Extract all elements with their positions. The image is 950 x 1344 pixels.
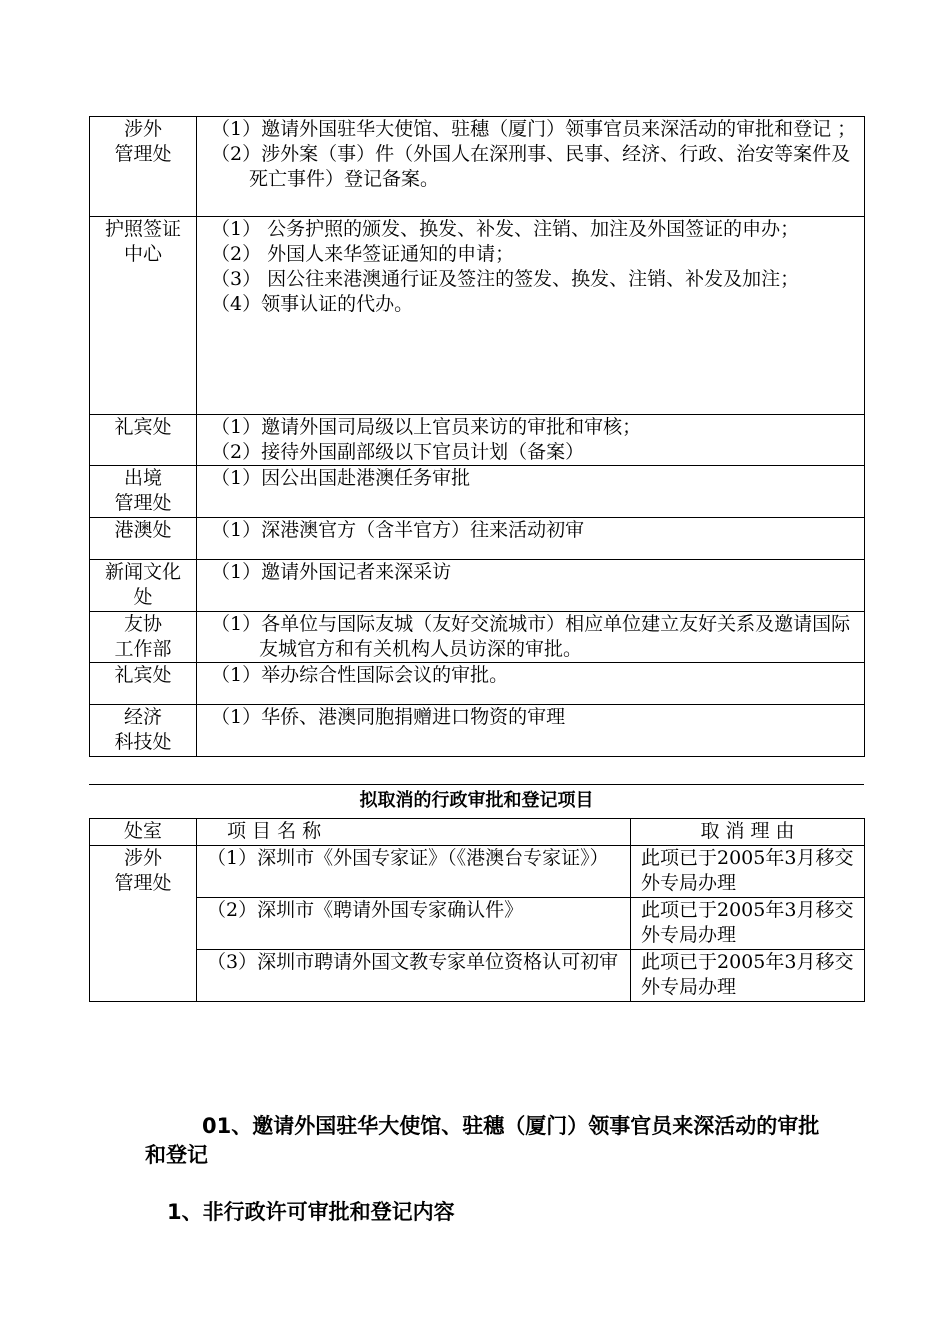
dept-cell: 新闻文化 处 [90, 560, 197, 612]
list-item: （1）各单位与国际友城（友好交流城市）相应单位建立友好关系及邀请国际友城官方和有关机构人员访深的审批。 [211, 613, 851, 660]
table-row [90, 663, 865, 705]
table-row [90, 560, 865, 612]
list-item: （1）举办综合性国际会议的审批。 [211, 664, 509, 686]
list-item: （1）深港澳官方（含半官方）往来活动初审 [211, 519, 585, 541]
table-row [90, 612, 865, 663]
table-row [90, 217, 865, 415]
table-row [90, 415, 865, 466]
dept-cell: 涉外 管理处 [90, 117, 197, 217]
items-cell [197, 415, 865, 466]
table-row [90, 846, 865, 898]
items-cell [197, 663, 865, 705]
dept-cell: 出境 管理处 [90, 466, 197, 518]
items-cell [197, 466, 865, 518]
list-item: （1） 公务护照的颁发、换发、补发、注销、加注及外国签证的申办； [211, 218, 800, 240]
list-item: （1）华侨、港澳同胞捐赠进口物资的审理 [211, 706, 566, 728]
reason-cell: 此项已于2005年3月移交外专局办理 [631, 846, 865, 898]
items-cell [197, 518, 865, 560]
list-item: （1）邀请外国记者来深采访 [211, 561, 452, 583]
approval-items-table [89, 116, 865, 757]
reason-cell: 此项已于2005年3月移交外专局办理 [631, 898, 865, 950]
items-cell [197, 560, 865, 612]
column-header-item-name: 项 目 名 称 [197, 819, 631, 846]
list-item: （1）因公出国赴港澳任务审批 [211, 467, 471, 489]
list-item: （1）邀请外国驻华大使馆、驻穗（厦门）领事官员来深活动的审批和登记 ； [211, 118, 857, 140]
dept-cell: 护照签证 中心 [90, 217, 197, 415]
dept-cell: 涉外 管理处 [90, 846, 197, 1002]
items-cell [197, 705, 865, 757]
table-row [90, 950, 865, 1002]
dept-cell: 港澳处 [90, 518, 197, 560]
item-name-cell: （2）深圳市《聘请外国专家确认件》 [197, 898, 631, 950]
dept-cell: 礼宾处 [90, 415, 197, 466]
item-name-cell: （1）深圳市《外国专家证》（《港澳台专家证》） [197, 846, 631, 898]
items-cell [197, 612, 865, 663]
table-row [90, 117, 865, 217]
column-header-reason: 取 消 理 由 [631, 819, 865, 846]
cancel-items-table [89, 818, 865, 1002]
list-item: （3） 因公往来港澳通行证及签注的签发、换发、注销、补发及加注； [211, 268, 800, 290]
table-row [90, 518, 865, 560]
section-heading-01: 01、邀请外国驻华大使馆、驻穗（厦门）领事官员来深活动的审批和登记 [145, 1114, 820, 1167]
items-cell [197, 117, 865, 217]
table-header-row [90, 819, 865, 846]
cancel-section-title: 拟取消的行政审批和登记项目 [89, 784, 864, 817]
dept-cell: 礼宾处 [90, 663, 197, 705]
list-item: （2） 外国人来华签证通知的申请； [211, 243, 515, 265]
list-item: （4）领事认证的代办。 [211, 293, 414, 315]
table-row [90, 466, 865, 518]
table-row [90, 898, 865, 950]
table-row [90, 705, 865, 757]
item-name-cell: （3）深圳市聘请外国文教专家单位资格认可初审 [197, 950, 631, 1002]
reason-cell: 此项已于2005年3月移交外专局办理 [631, 950, 865, 1002]
dept-cell: 经济 科技处 [90, 705, 197, 757]
list-item: （1）邀请外国司局级以上官员来访的审批和审核； [211, 416, 642, 438]
list-item: （2）涉外案（事）件（外国人在深刑事、民事、经济、行政、治安等案件及死亡事件）登记备案。 [211, 143, 851, 190]
section-heading-1: 1、非行政许可审批和登记内容 [167, 1200, 455, 1224]
list-item: （2）接待外国副部级以下官员计划（备案） [211, 441, 585, 463]
items-cell [197, 217, 865, 415]
column-header-dept: 处室 [90, 819, 197, 846]
dept-cell: 友协 工作部 [90, 612, 197, 663]
